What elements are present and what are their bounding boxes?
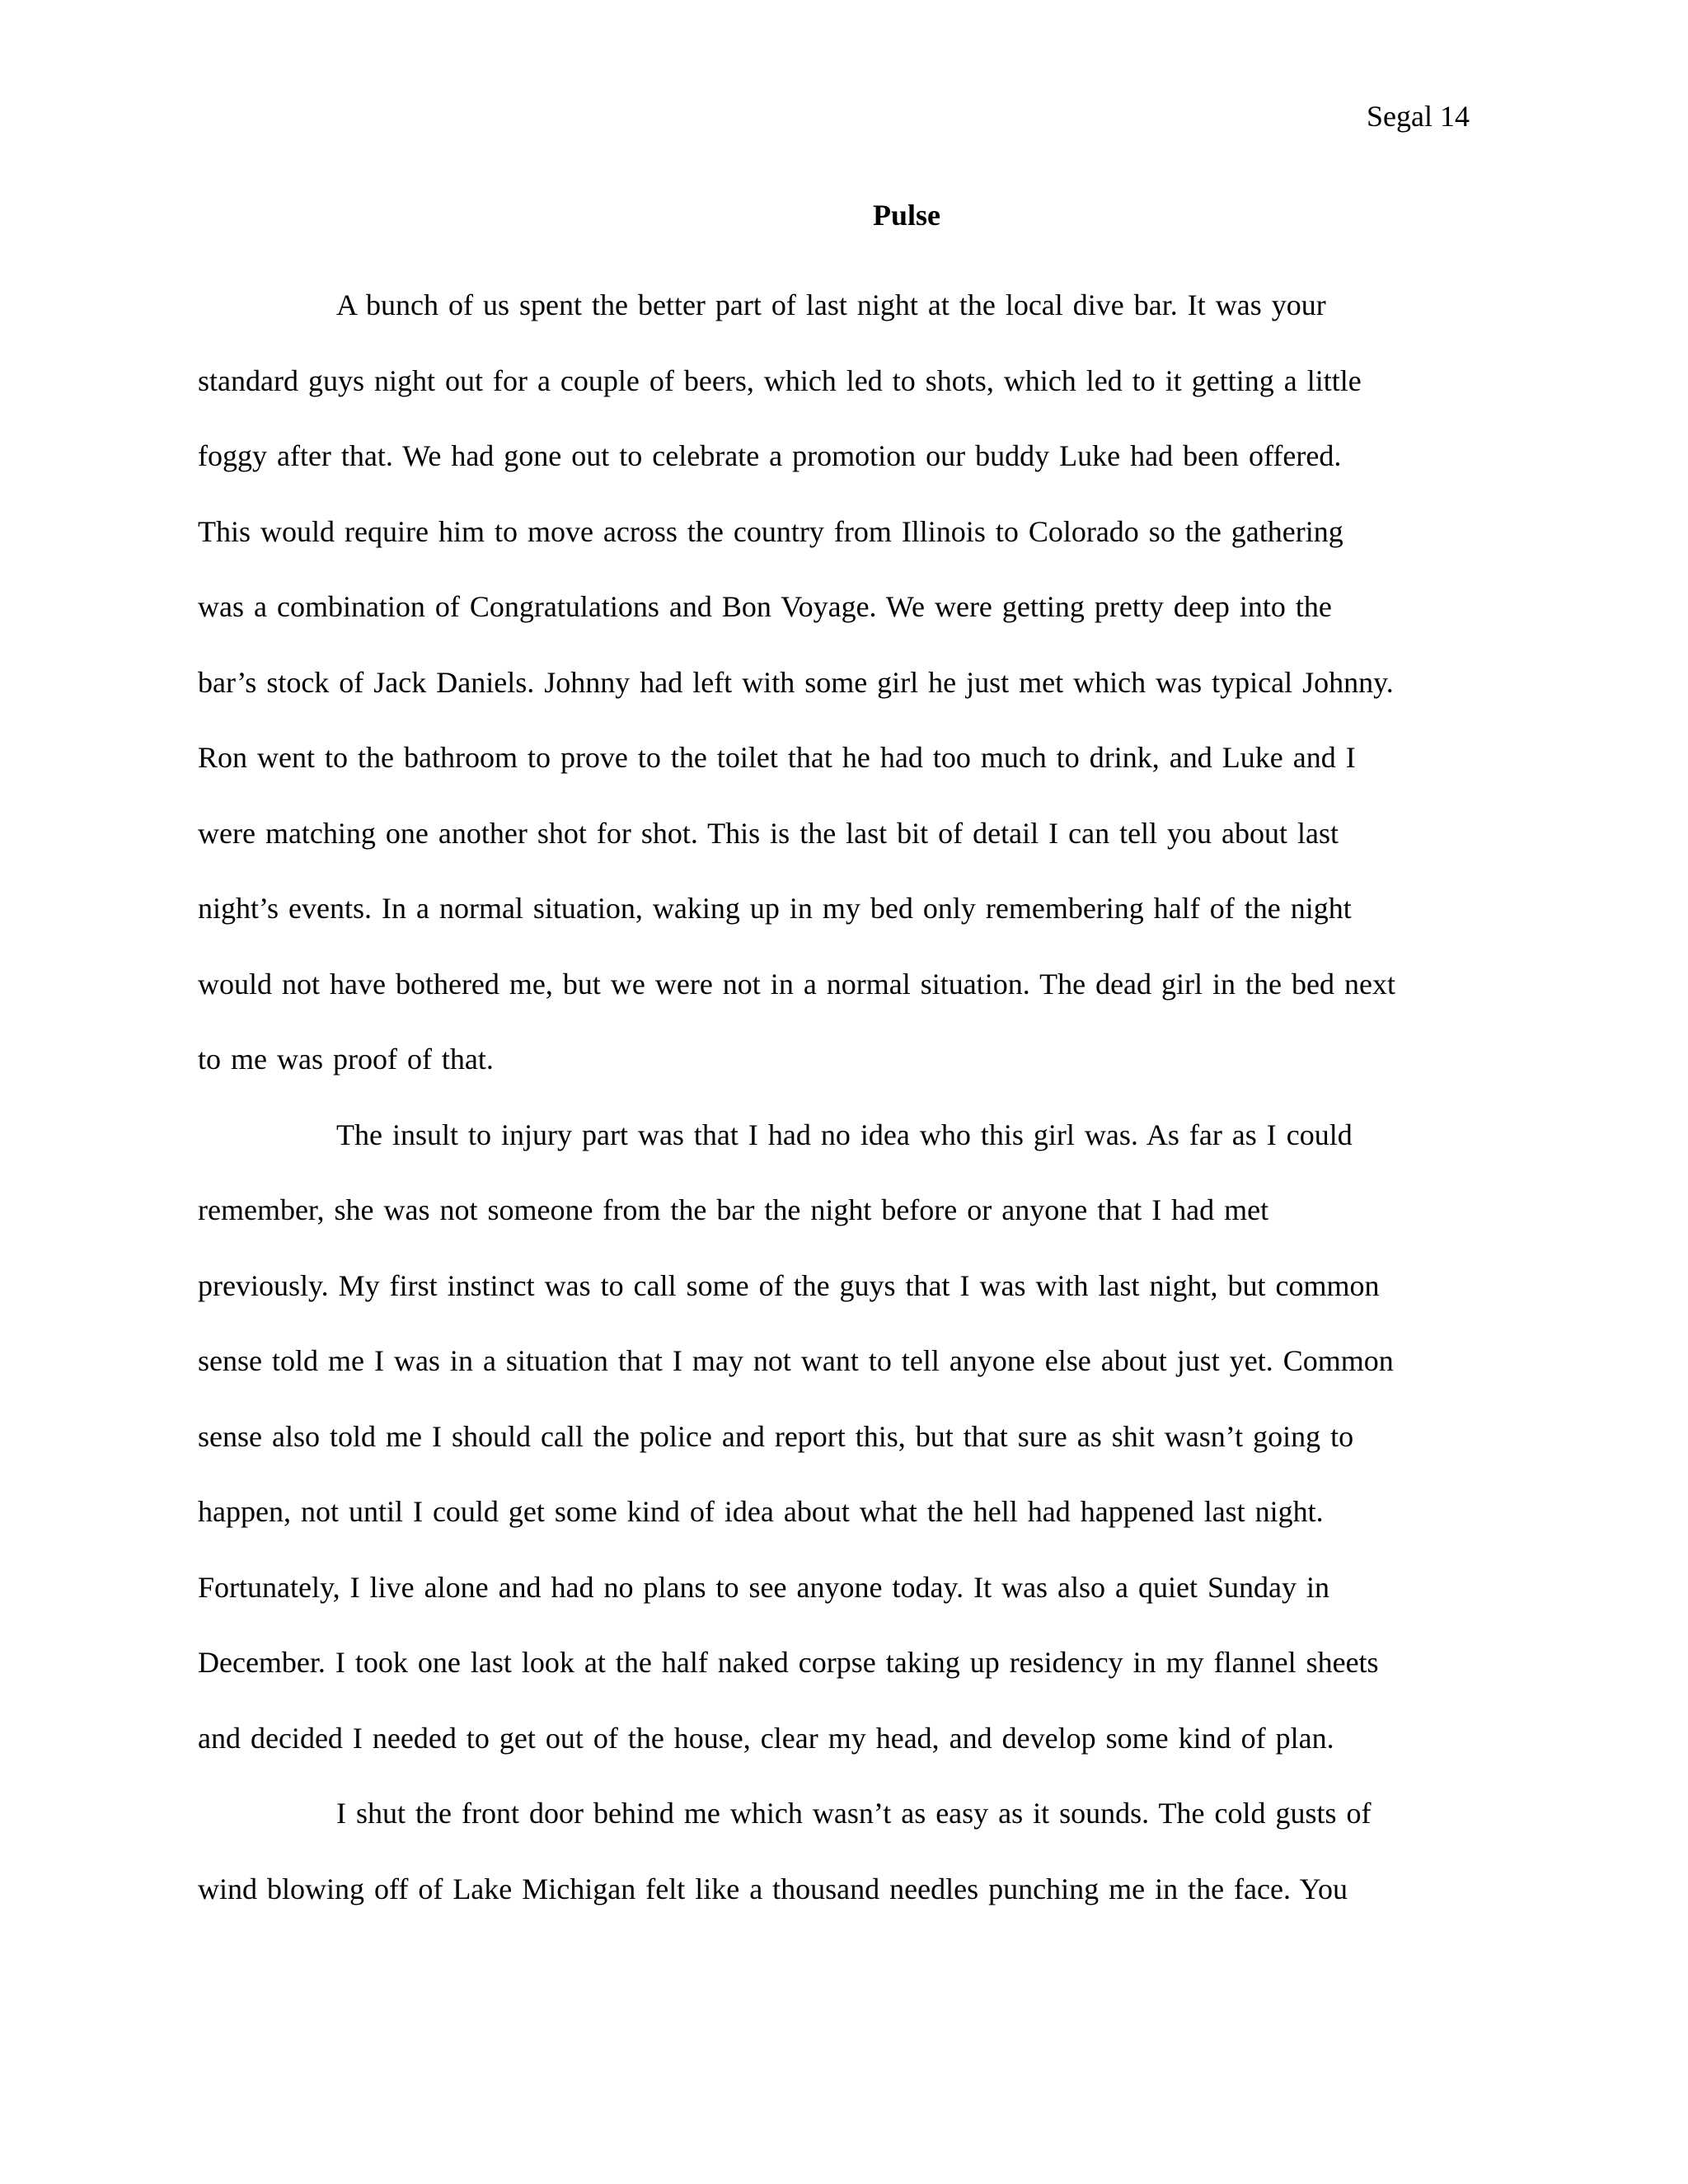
text-line: remember, she was not someone from the bar the night before or anyone that I had met (198, 1193, 1269, 1226)
text-line: foggy after that. We had gone out to celebrate a promotion our buddy Luke had been offered. (198, 439, 1342, 472)
text-line: sense also told me I should call the police and report this, but that sure as shit wasn’t going to (198, 1419, 1354, 1453)
text-line: to me was proof of that. (198, 1043, 494, 1076)
text-line: A bunch of us spent the better part of last night at the local dive bar. It was your (336, 288, 1326, 321)
text-line: December. I took one last look at the half naked corpse taking up residency in my flannel sheets (198, 1646, 1379, 1679)
text-line: happen, not until I could get some kind of idea about what the hell had happened last night. (198, 1495, 1324, 1528)
text-line: and decided I needed to get out of the house, clear my head, and develop some kind of plan. (198, 1721, 1334, 1755)
text-line: Fortunately, I live alone and had no plans to see anyone today. It was also a quiet Sunday in (198, 1570, 1330, 1604)
text-line: night’s events. In a normal situation, waking up in my bed only remembering half of the night (198, 892, 1352, 925)
text-line: was a combination of Congratulations and Bon Voyage. We were getting pretty deep into the (198, 590, 1332, 623)
text-line: This would require him to move across the country from Illinois to Colorado so the gathering (198, 514, 1343, 548)
text-line: would not have bothered me, but we were not in a normal situation. The dead girl in the bed next (198, 967, 1395, 1001)
text-line: I shut the front door behind me which wasn’t as easy as it sounds. The cold gusts of (336, 1797, 1372, 1830)
text-line: wind blowing off of Lake Michigan felt like a thousand needles punching me in the face. You (198, 1872, 1348, 1905)
text-line: The insult to injury part was that I had no idea who this girl was. As far as I could (336, 1118, 1353, 1151)
text-line: were matching one another shot for shot. This is the last bit of detail I can tell you about last (198, 816, 1339, 850)
text-line: standard guys night out for a couple of beers, which led to shots, which led to it getting a little (198, 363, 1362, 397)
text-line: previously. My first instinct was to call some of the guys that I was with last night, but common (198, 1268, 1380, 1302)
text-line: Ron went to the bathroom to prove to the toilet that he had too much to drink, and Luke and I (198, 741, 1356, 774)
running-head: Segal 14 (1367, 100, 1470, 133)
body-text (198, 268, 1484, 1927)
text-line: bar’s stock of Jack Daniels. Johnny had left with some girl he just met which was typical Johnny. (198, 665, 1394, 699)
story-title: Pulse (872, 199, 940, 232)
text-line: sense told me I was in a situation that I may not want to tell anyone else about just yet. Common (198, 1344, 1394, 1377)
